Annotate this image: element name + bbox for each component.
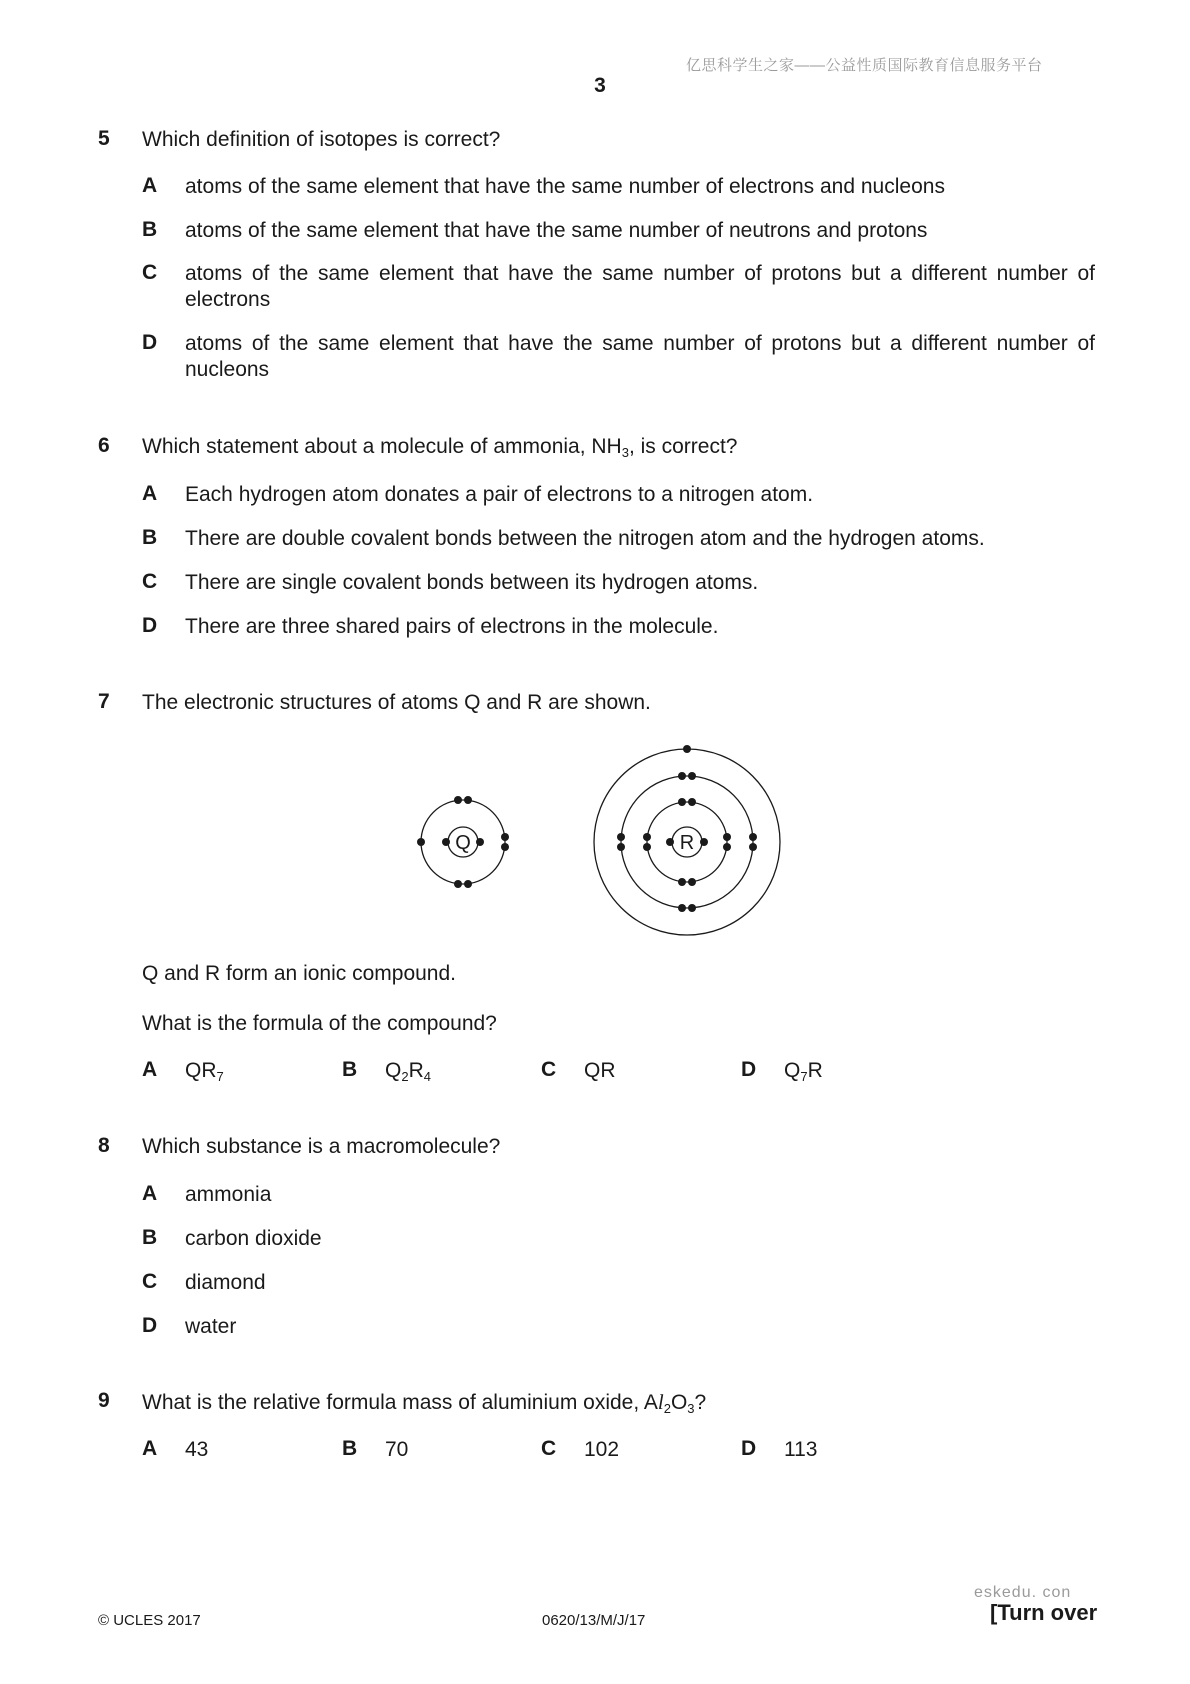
- q9-option-c-letter: C: [541, 1437, 557, 1460]
- footer-copyright: © UCLES 2017: [98, 1612, 201, 1629]
- footer-site: eskedu. con: [974, 1584, 1072, 1601]
- q9-number: 9: [98, 1389, 110, 1412]
- q5-option-b-letter: B: [142, 218, 158, 241]
- footer-paper-code: 0620/13/M/J/17: [542, 1612, 646, 1629]
- atom-r: [594, 745, 780, 935]
- q6-option-d-text: There are three shared pairs of electrons in the molecule.: [185, 615, 719, 638]
- q8-option-a-text: ammonia: [185, 1183, 272, 1206]
- q6-option-b-text: There are double covalent bonds between the nitrogen atom and the hydrogen atoms.: [185, 527, 985, 550]
- atom-q: [417, 796, 509, 888]
- q5-option-b-text: atoms of the same element that have the same number of neutrons and protons: [185, 219, 928, 242]
- q7-statement: Q and R form an ionic compound.: [142, 962, 456, 985]
- q7-option-b-letter: B: [342, 1058, 358, 1081]
- q7-option-a-letter: A: [142, 1058, 158, 1081]
- q7-text: The electronic structures of atoms Q and R are shown.: [142, 691, 651, 714]
- q6-option-a-text: Each hydrogen atom donates a pair of electrons to a nitrogen atom.: [185, 483, 814, 506]
- q6-option-c-letter: C: [142, 570, 158, 593]
- q8-option-c-text: diamond: [185, 1271, 266, 1294]
- q6-text: Which statement about a molecule of ammonia, $NH_3$, is correct?: [142, 435, 738, 460]
- q5-text: Which definition of isotopes is correct?: [142, 128, 501, 151]
- q9-option-d-letter: D: [741, 1437, 757, 1460]
- q7-option-c-letter: C: [541, 1058, 557, 1081]
- q7-number: 7: [98, 690, 110, 713]
- q7-option-d-letter: D: [741, 1058, 757, 1081]
- q8-option-d-text: water: [185, 1315, 237, 1338]
- q8-option-b-text: carbon dioxide: [185, 1227, 322, 1250]
- q5-option-c-letter: C: [142, 261, 158, 284]
- q7-option-c-text: QR: [584, 1059, 616, 1082]
- q6-option-b-letter: B: [142, 526, 158, 549]
- q7-option-b-text: $Q_2R_4$: [385, 1059, 431, 1084]
- q5-option-d-letter: D: [142, 331, 158, 354]
- q8-text: Which substance is a macromolecule?: [142, 1135, 501, 1158]
- q8-option-a-letter: A: [142, 1182, 158, 1205]
- q5-option-d-text: atoms of the same element that have the same number of protons but a different number of nucleons: [185, 332, 1095, 381]
- q6-number: 6: [98, 434, 110, 457]
- atom-diagrams: [400, 730, 820, 950]
- q5-option-a-letter: A: [142, 174, 158, 197]
- q9-option-d-text: 113: [784, 1438, 818, 1461]
- q9-option-a-text: 43: [185, 1438, 209, 1461]
- q5-option-a-text: atoms of the same element that have the same number of electrons and nucleons: [185, 175, 945, 198]
- q9-option-a-letter: A: [142, 1437, 158, 1460]
- q5-option-c-text: atoms of the same element that have the same number of protons but a different number of electrons: [185, 262, 1095, 311]
- q9-option-c-text: 102: [584, 1438, 620, 1461]
- q8-number: 8: [98, 1134, 110, 1157]
- page-number: 3: [594, 74, 606, 97]
- header-watermark: 亿思科学生之家——公益性质国际教育信息服务平台: [686, 57, 1043, 74]
- q7-option-a-text: $QR_7$: [185, 1059, 224, 1084]
- q6-option-c-text: There are single covalent bonds between its hydrogen atoms.: [185, 571, 759, 594]
- q8-option-b-letter: B: [142, 1226, 158, 1249]
- q6-option-d-letter: D: [142, 614, 158, 637]
- turn-over: [Turn over: [990, 1600, 1098, 1625]
- q7-question: What is the formula of the compound?: [142, 1012, 497, 1035]
- atom-r-label: R: [679, 832, 695, 854]
- q5-number: 5: [98, 127, 110, 150]
- q8-option-c-letter: C: [142, 1270, 158, 1293]
- q7-option-d-text: $Q_7R$: [784, 1059, 823, 1084]
- q9-option-b-letter: B: [342, 1437, 358, 1460]
- q6-option-a-letter: A: [142, 482, 158, 505]
- atom-q-label: Q: [455, 832, 471, 854]
- q9-text: What is the relative formula mass of aluminium oxide, $Al_2O_3$?: [142, 1390, 707, 1416]
- q8-option-d-letter: D: [142, 1314, 158, 1337]
- q9-option-b-text: 70: [385, 1438, 409, 1461]
